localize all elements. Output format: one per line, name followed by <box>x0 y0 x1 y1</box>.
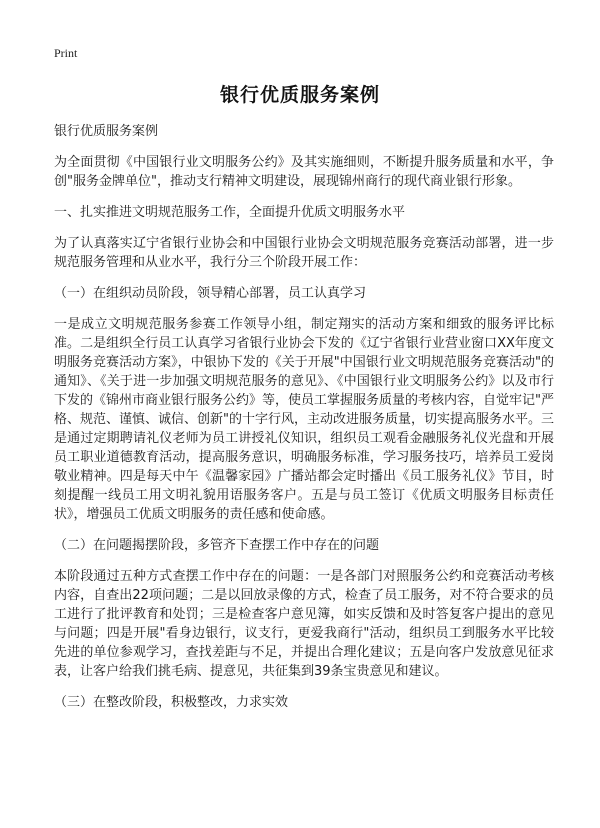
subsection-heading-1: （一）在组织动员阶段，领导精心部署，员工认真学习 <box>54 286 367 301</box>
subsection-heading-2: （二）在问题揭摆阶段，多管齐下查摆工作中存在的问题 <box>54 538 380 553</box>
document-subtitle: 银行优质服务案例 <box>54 124 159 139</box>
paragraph-problem-review: 本阶段通过五种方式查摆工作中存在的问题：一是各部门对照服务公约和竞赛活动考核内容，自查出22项问题；二是以回放录像的方式，检查了员工服务，对不符合要求的员工进行了批评教育和处罚；三是检查客户意见簿，如实反馈和及时答复客户提出的意见与问题；四是开展"看身边银行，议支行，更爱我商行"活动，组织员工到服务水平比较先进的单位参观学习，查找差距与不足，并提出合理化建议；五是向客户发放意见征求表，让客户给我们挑毛病、提意见，共征集到39条宝贵意见和建议。 <box>54 569 554 679</box>
document-body <box>54 122 554 724</box>
page-title: 银行优质服务案例 <box>219 84 380 106</box>
print-link[interactable]: Print <box>54 46 78 60</box>
section-heading-1: 一、扎实推进文明规范服务工作，全面提升优质文明服务水平 <box>54 205 406 220</box>
paragraph-mobilization: 一是成立文明规范服务参赛工作领导小组，制定翔实的活动方案和细致的服务评比标准。二是组织全行员工认真学习省银行业协会下发的《辽宁省银行业营业窗口XX年度文明服务竞赛活动方案》，中银协下发的《关于开展"中国银行业文明规范服务竞赛活动"的通知》、《关于进一步加强文明规范服务的意见》、《中国银行业文明服务公约》以及市行下发的《锦州市商业银行服务公约》等，使员工掌握服务质量的考核内容，自觉牢记"严格、规范、谨慎、诚信、创新"的十字行风，主动改进服务质量，切实提高服务水平。三是通过定期聘请礼仪老师为员工讲授礼仪知识，组织员工观看金融服务礼仪光盘和开展员工职业道德教育活动，提高服务意识，明确服务标准，学习服务技巧，培养员工爱岗敬业精神。四是每天中午《温馨家园》广播站都会定时播出《员工服务礼仪》节目，时刻提醒一线员工用文明礼貌用语服务客户。五是与员工签订《优质文明服务目标责任状》，增强员工优质文明服务的责任感和使命感。 <box>54 317 554 522</box>
paragraph-intro: 为全面贯彻《中国银行业文明服务公约》及其实施细则，不断提升服务质量和水平，争创"服务金牌单位"，推动支行精神文明建设，展现锦州商行的现代商业银行形象。 <box>54 155 554 189</box>
paragraph-deployment: 为了认真落实辽宁省银行业协会和中国银行业协会文明规范服务竞赛活动部署，进一步规范服务管理和从业水平，我行分三个阶段开展工作： <box>54 236 554 270</box>
subsection-heading-3: （三）在整改阶段，积极整改，力求实效 <box>54 695 289 710</box>
